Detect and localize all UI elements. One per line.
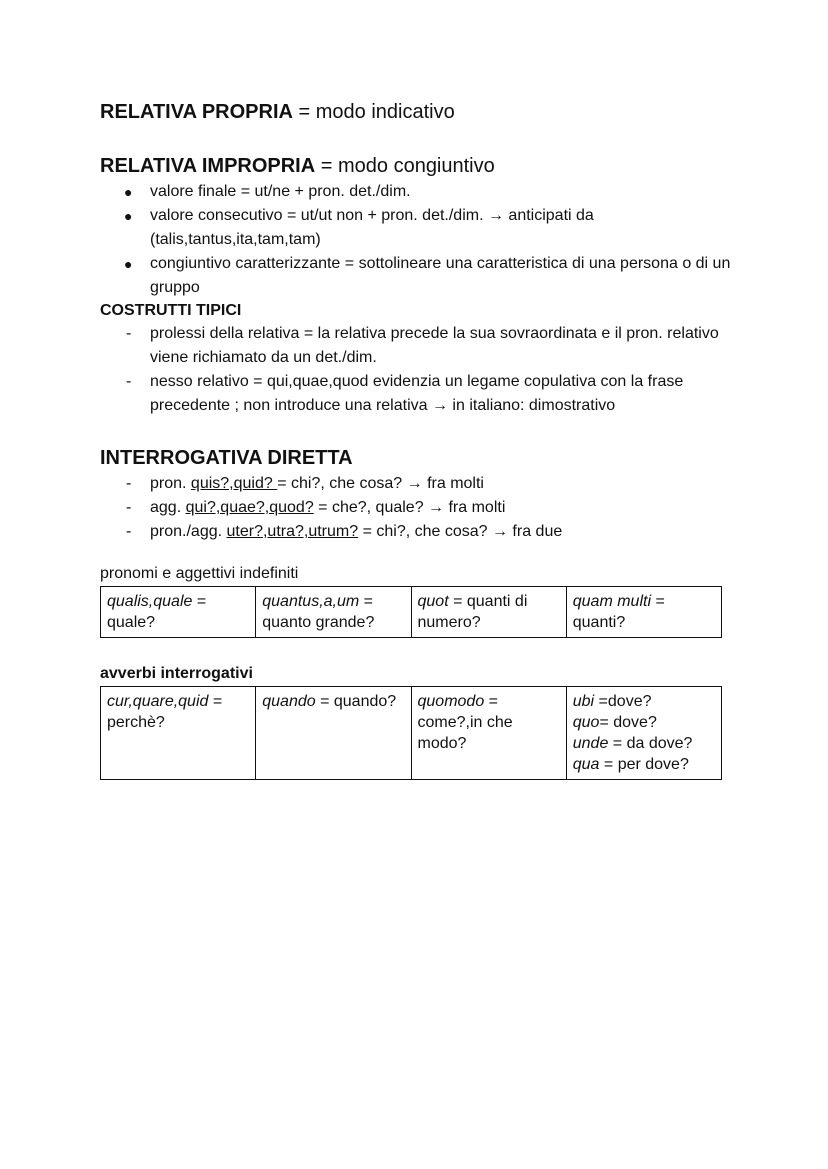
translation: = perchè? [107,693,223,731]
dash-marker: - [126,475,132,492]
bullet-icon: ● [124,208,133,224]
heading-relativa-impropria [100,152,740,180]
bullet-icon: ● [124,256,133,272]
translation: = quale? [107,593,207,631]
translation: = quando? [315,693,397,710]
latin-term: quam multi [572,593,651,610]
list-item [124,180,740,204]
list-item-text: valore consecutivo = ut/ut non + pron. det./dim. → anticipati da (talis,tantus,ita,tam,tam) [150,207,594,248]
dash-marker: - [126,325,132,342]
interrogativa-list [100,472,740,544]
underlined-term: uter?,utra?,utrum? [226,523,359,540]
dash-marker: - [126,499,132,516]
translation: = dove? [599,714,657,731]
table-cell [256,687,411,780]
translation: = quanto grande? [262,593,375,631]
avverbi-caption: avverbi interrogativi [100,665,253,682]
latin-term: ubi [572,693,595,710]
list-item [124,204,740,252]
table-cell [566,587,721,638]
translation: =dove? [594,693,652,710]
heading-relativa-propria [100,98,740,126]
translation: = come?,in che modo? [417,693,513,752]
cell-line [573,733,715,754]
heading-costrutti: COSTRUTTI TIPICI [100,302,242,319]
document-page [100,98,740,780]
heading-relativa-propria-rest: = modo indicativo [292,101,455,123]
list-item [126,496,740,520]
item-suffix: = chi?, che cosa? → fra molti [277,475,484,492]
cell-line [573,712,715,733]
item-prefix: pron./agg. [150,523,227,540]
translation: = quanti? [572,593,665,631]
cell-line [573,754,715,775]
list-item [124,252,740,300]
item-prefix: agg. [150,499,186,516]
list-item [126,472,740,496]
list-item-text: congiuntivo caratterizzante = sottolineare una caratteristica di una persona o di un gruppo [150,255,731,296]
table-cell [411,587,566,638]
list-item [126,370,740,418]
latin-term: cur,quare,quid [107,693,209,710]
heading-relativa-impropria-rest: = modo congiuntivo [315,155,495,177]
list-item-text: valore finale = ut/ne + pron. det./dim. [150,183,411,200]
underlined-term: qui?,quae?,quod? [185,499,314,516]
latin-term: qua [572,756,600,773]
underlined-term: quis?,quid? [190,475,278,492]
table-cell [101,587,256,638]
translation: = da dove? [608,735,693,752]
heading-relativa-propria-title: RELATIVA PROPRIA [100,101,293,123]
table-cell [256,587,411,638]
dash-marker: - [126,373,132,390]
item-suffix: = che?, quale? → fra molti [313,499,506,516]
table-row [101,587,722,638]
heading-relativa-impropria-title: RELATIVA IMPROPRIA [100,155,316,177]
impropria-bullet-list [100,180,740,300]
translation: = per dove? [599,756,689,773]
bullet-icon: ● [124,184,133,200]
heading-interrogativa: INTERROGATIVA DIRETTA [100,447,353,469]
item-prefix: pron. [150,475,191,492]
list-item-text: nesso relativo = qui,quae,quod evidenzia un legame copulativa con la frase precedente ; non introduce una relativa → in italiano: dimostrativo [150,373,684,414]
latin-term: quantus,a,um [262,593,360,610]
indefiniti-table [100,586,722,638]
table-row [101,687,722,780]
dash-marker: - [126,523,132,540]
table-cell [411,687,566,780]
avverbi-table [100,686,722,780]
table-cell [101,687,256,780]
latin-term: unde [572,735,609,752]
latin-term: quomodo [417,693,485,710]
indefiniti-caption: pronomi e aggettivi indefiniti [100,565,299,582]
translation: = quanti di numero? [417,593,528,631]
item-suffix: = chi?, che cosa? → fra due [358,523,563,540]
cell-line [573,691,715,712]
table-cell [566,687,721,780]
costrutti-list [100,322,740,418]
list-item [126,322,740,370]
list-item [126,520,740,544]
latin-term: quando [262,693,316,710]
latin-term: quo [572,714,600,731]
latin-term: quot [417,593,449,610]
list-item-text: prolessi della relativa = la relativa precede la sua sovraordinata e il pron. relativo viene richiamato da un det./dim. [150,325,719,366]
latin-term: qualis,quale [107,593,193,610]
